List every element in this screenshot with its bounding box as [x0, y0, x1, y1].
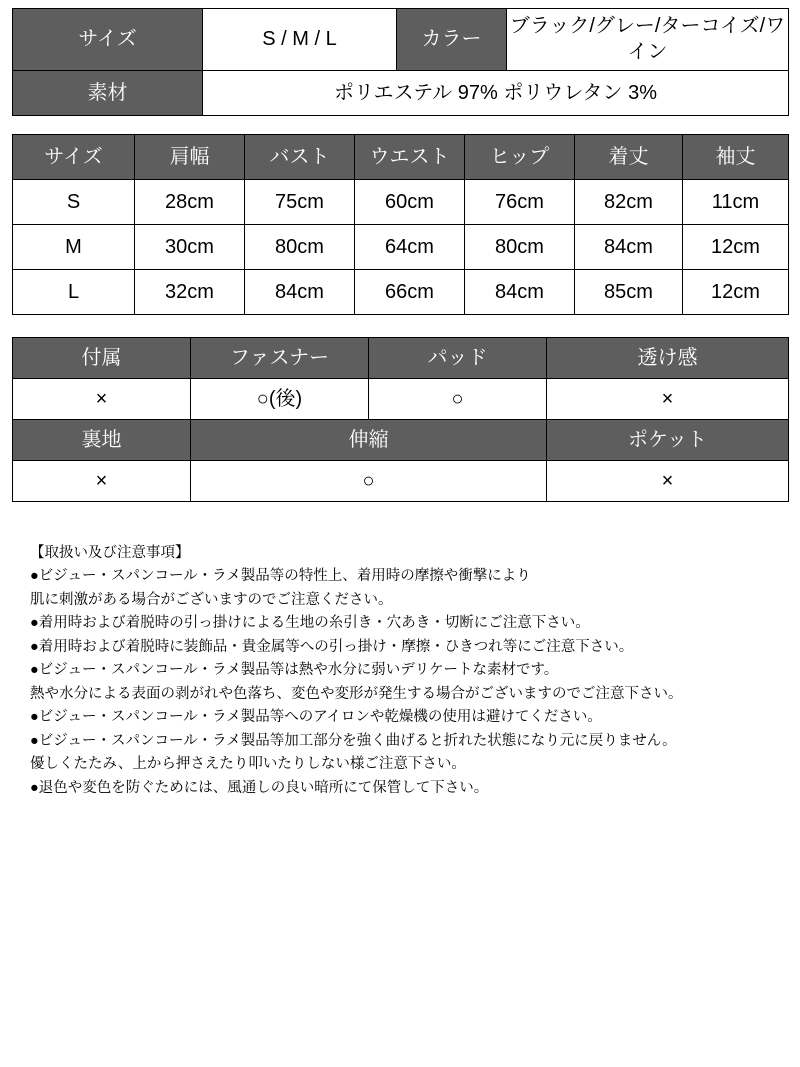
spec-value-color: ブラック/グレー/ターコイズ/ワイン [507, 9, 789, 71]
attribute-table [12, 337, 789, 502]
attr-header-pad: パッド [369, 337, 547, 378]
notes-line-2: ●着用時および着脱時の引っ掛けによる生地の糸引き・穴あき・切断にご注意下さい。 [30, 615, 590, 632]
table-row [13, 70, 789, 115]
size-l-waist: 66cm [355, 269, 465, 314]
spec-label-size: サイズ [13, 9, 203, 71]
table-row [13, 179, 789, 224]
attr-value-pad: ○ [369, 378, 547, 419]
notes-line-9: ●退色や変色を防ぐためには、風通しの良い暗所にて保管して下さい。 [30, 779, 489, 796]
size-l-label: L [13, 269, 135, 314]
notes-line-6: ●ビジュー・スパンコール・ラメ製品等へのアイロンや乾燥機の使用は避けてください。 [30, 709, 602, 726]
spec-value-size: S / M / L [203, 9, 397, 71]
size-header-5: 着丈 [575, 134, 683, 179]
size-header-2: バスト [245, 134, 355, 179]
table-header-row [13, 419, 789, 460]
table-header-row [13, 134, 789, 179]
size-m-hip: 80cm [465, 224, 575, 269]
attr-header-zipper: ファスナー [191, 337, 369, 378]
spec-table [12, 8, 789, 116]
size-table [12, 134, 789, 315]
size-m-sleeve: 12cm [683, 224, 789, 269]
attr-value-zipper: ○(後) [191, 378, 369, 419]
size-header-3: ウエスト [355, 134, 465, 179]
table-row [13, 460, 789, 501]
notes-title: 【取扱い及び注意事項】 [30, 544, 190, 561]
notes-line-3: ●着用時および着脱時に装飾品・貴金属等への引っ掛け・摩擦・ひきつれ等にご注意下さい。 [30, 638, 634, 655]
attr-value-accessory: × [13, 378, 191, 419]
table-header-row [13, 337, 789, 378]
size-header-6: 袖丈 [683, 134, 789, 179]
attr-header-accessory: 付属 [13, 337, 191, 378]
table-row [13, 224, 789, 269]
size-l-bust: 84cm [245, 269, 355, 314]
size-s-bust: 75cm [245, 179, 355, 224]
attr-header-stretch: 伸縮 [191, 419, 547, 460]
notes-line-1: 肌に刺激がある場合がございますのでご注意ください。 [30, 591, 393, 608]
attr-value-lining: × [13, 460, 191, 501]
size-s-shoulder: 28cm [135, 179, 245, 224]
size-l-length: 85cm [575, 269, 683, 314]
size-l-hip: 84cm [465, 269, 575, 314]
attr-header-sheerness: 透け感 [547, 337, 789, 378]
size-s-waist: 60cm [355, 179, 465, 224]
size-s-hip: 76cm [465, 179, 575, 224]
attr-header-lining: 裏地 [13, 419, 191, 460]
notes-line-7: ●ビジュー・スパンコール・ラメ製品等加工部分を強く曲げると折れた状態になり元に戻りません。 [30, 732, 677, 749]
size-s-label: S [13, 179, 135, 224]
attr-value-stretch: ○ [191, 460, 547, 501]
notes-line-4: ●ビジュー・スパンコール・ラメ製品等は熱や水分に弱いデリケートな素材です。 [30, 662, 559, 679]
care-notes [12, 542, 788, 800]
attr-value-sheerness: × [547, 378, 789, 419]
attr-value-pocket: × [547, 460, 789, 501]
notes-line-8: 優しくたたみ、上から押さえたり叩いたりしない様ご注意下さい。 [30, 756, 466, 773]
table-row [13, 9, 789, 71]
size-s-length: 82cm [575, 179, 683, 224]
size-m-waist: 64cm [355, 224, 465, 269]
size-m-length: 84cm [575, 224, 683, 269]
table-row [13, 269, 789, 314]
size-header-0: サイズ [13, 134, 135, 179]
notes-line-5: 熱や水分による表面の剥がれや色落ち、変色や変形が発生する場合がございますのでご注意下さい。 [30, 685, 683, 702]
spec-label-material: 素材 [13, 70, 203, 115]
attr-header-pocket: ポケット [547, 419, 789, 460]
size-header-1: 肩幅 [135, 134, 245, 179]
size-m-label: M [13, 224, 135, 269]
size-header-4: ヒップ [465, 134, 575, 179]
size-l-shoulder: 32cm [135, 269, 245, 314]
size-s-sleeve: 11cm [683, 179, 789, 224]
size-m-shoulder: 30cm [135, 224, 245, 269]
table-row [13, 378, 789, 419]
notes-line-0: ●ビジュー・スパンコール・ラメ製品等の特性上、着用時の摩擦や衝撃により [30, 568, 531, 585]
spec-value-material: ポリエステル 97% ポリウレタン 3% [203, 70, 789, 115]
size-l-sleeve: 12cm [683, 269, 789, 314]
size-m-bust: 80cm [245, 224, 355, 269]
spec-label-color: カラー [397, 9, 507, 71]
